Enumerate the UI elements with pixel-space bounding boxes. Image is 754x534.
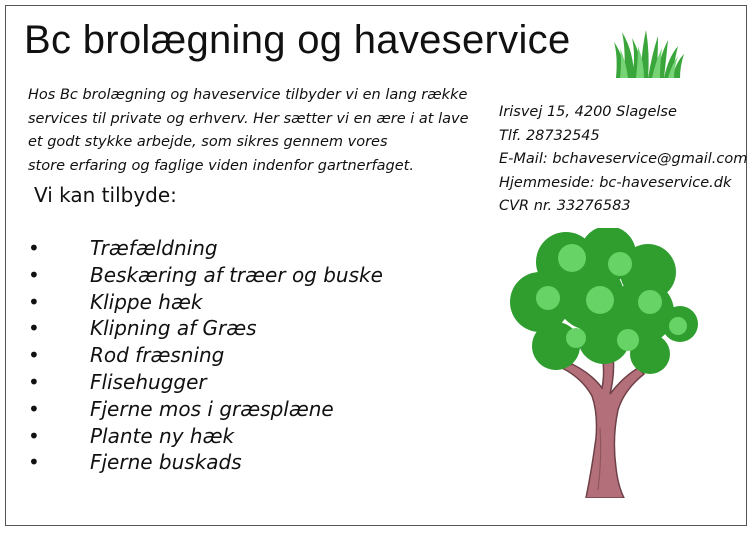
intro-line: Hos Bc brolægning og haveservice tilbyder vi en lang række (28, 87, 468, 103)
service-label: Fjerne buskads (90, 450, 242, 475)
bullet-icon: • (28, 343, 40, 368)
bullet-icon: • (28, 289, 40, 314)
bullet-icon: • (28, 396, 40, 421)
tree-illustration (500, 228, 710, 498)
flyer-card (5, 5, 747, 526)
service-label: Fjerne mos i græsplæne (90, 396, 334, 421)
intro-line: store erfaring og faglige viden indenfor gartnerfaget. (28, 157, 414, 174)
service-label: Flisehugger (90, 369, 207, 394)
intro-paragraph (28, 84, 468, 178)
page-title: Bc brolægning og haveservice (24, 18, 571, 62)
bullet-icon: • (28, 316, 40, 341)
service-label: Klippe hæk (90, 289, 203, 314)
bullet-icon: • (28, 450, 40, 475)
website-link[interactable]: Hjemmeside: bc-haveservice.dk (499, 174, 732, 191)
bullet-icon: • (28, 369, 40, 394)
bullet-icon: • (28, 236, 40, 260)
bullet-icon: • (28, 423, 40, 448)
service-label: Klipning af Græs (90, 316, 257, 341)
grass-icon (612, 26, 684, 78)
address-text: Irisvej 15, 4200 Slagelse (499, 104, 677, 120)
intro-line: et godt stykke arbejde, som sikres gennem vores (28, 134, 388, 150)
cvr-text: CVR nr. 33276583 (499, 198, 631, 214)
email-link[interactable]: E-Mail: bchaveservice@gmail.com (499, 151, 748, 167)
service-label: Beskæring af træer og buske (90, 262, 383, 287)
contact-block (499, 101, 747, 219)
service-label: Plante ny hæk (90, 423, 235, 448)
bullet-icon: • (28, 262, 40, 287)
phone-text: Tlf. 28732545 (499, 127, 600, 144)
intro-line: services til private og erhverv. Her sætter vi en ære i at lave (28, 110, 469, 127)
service-label: Træfældning (90, 236, 218, 260)
offer-heading: Vi kan tilbyde: (34, 183, 177, 207)
service-label: Rod fræsning (90, 343, 225, 368)
